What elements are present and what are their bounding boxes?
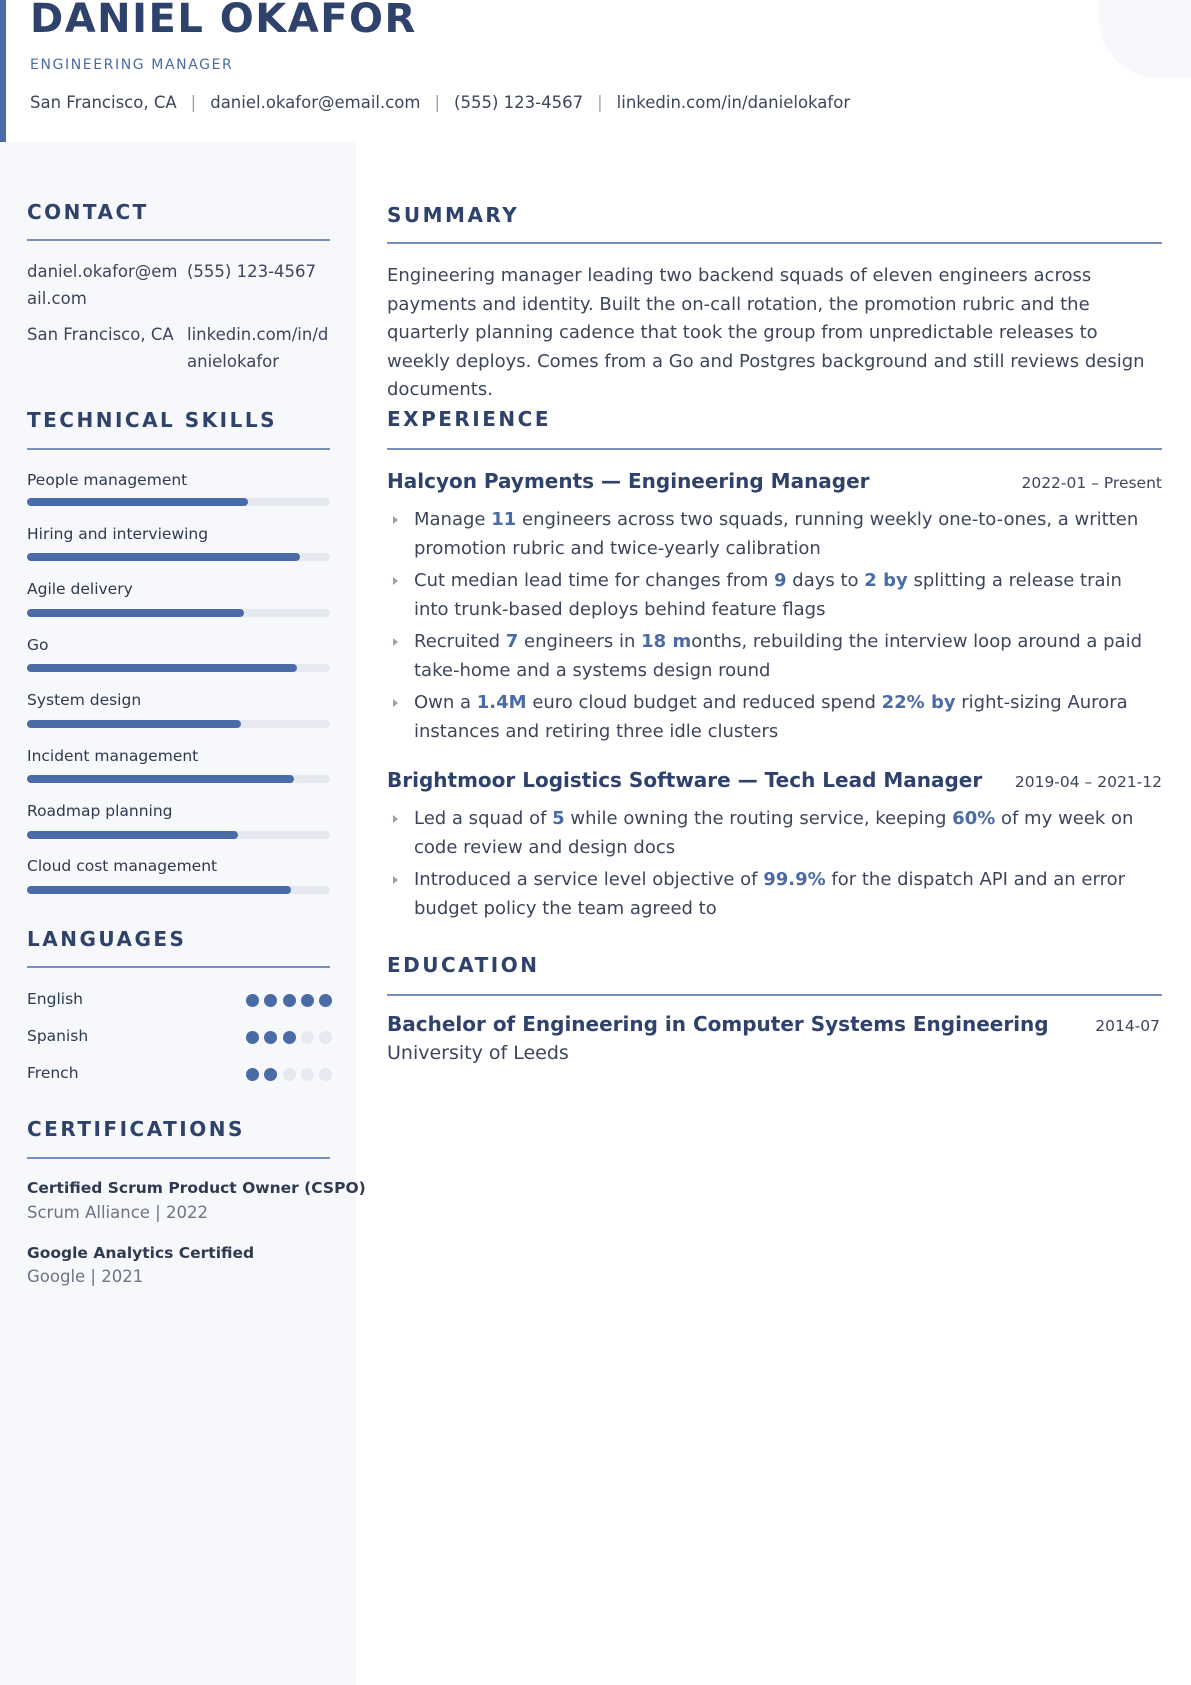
bullet-text: Manage [414,509,492,530]
skill-label: Hiring and interviewing [27,525,209,543]
certification-name: Google Analytics Certified [27,1244,255,1262]
experience-heading: EXPERIENCE [387,407,551,431]
contact-email-line: daniel.okafor@em [27,262,178,281]
job-bullet [387,866,1162,923]
level-dot [264,1068,277,1081]
skill-bar-fill [27,609,244,617]
skill-label: Go [27,636,49,654]
job-dates: 2019-04 – 2021-12 [1014,773,1162,791]
level-dot [301,1068,314,1081]
contact-linkedin-line: anielokafor [187,352,280,371]
level-dot [319,994,332,1007]
language-label: French [27,1064,79,1082]
candidate-name: DANIEL OKAFOR [30,0,417,42]
level-dot [246,994,259,1007]
level-dot [301,1031,314,1044]
level-dot [246,1031,259,1044]
skill-bar-fill [27,720,241,728]
language-level-dots [246,1031,332,1044]
bullet-arrow-icon [393,577,398,585]
header-phone[interactable]: (555) 123-4567 [454,93,584,112]
language-level-dots [246,1068,332,1081]
summary-rule [387,242,1162,244]
contact-linkedin[interactable] [187,321,337,375]
bullet-text: for the dispatch API and an error budget policy the team agreed to [414,869,1125,919]
bullet-arrow-icon [393,516,398,524]
skills-rule [27,448,330,450]
level-dot [301,994,314,1007]
skill-bar [27,498,330,506]
header-accent-bar [0,0,6,142]
skill-label: Agile delivery [27,580,133,598]
separator: | [190,93,197,112]
level-dot [283,1031,296,1044]
level-dot [283,994,296,1007]
level-dot [283,1068,296,1081]
bullet-text: Cut median lead time for changes from [414,570,775,591]
resume-header [0,0,1191,142]
certification-name: Certified Scrum Product Owner (CSPO) [27,1179,366,1197]
bullet-text: engineers in [518,631,642,652]
highlighted-metric: 5 [552,808,565,829]
certification-meta: Google | 2021 [27,1267,144,1286]
highlighted-metric: 1.4M [476,692,527,713]
separator: | [597,93,603,112]
contact-heading: CONTACT [27,200,149,224]
bullet-arrow-icon [393,876,398,884]
highlighted-metric: 99.9% [763,869,826,890]
contact-email-line: ail.com [27,289,87,308]
bullet-text: days to [786,570,865,591]
education-date: 2014-07 [1095,1017,1160,1035]
language-label: English [27,990,83,1008]
job-dates: 2022-01 – Present [1021,474,1162,492]
header-linkedin[interactable]: linkedin.com/in/danielokafor [616,93,851,112]
education-degree: Bachelor of Engineering in Computer Systems Engineering [387,1012,1049,1036]
skill-label: Incident management [27,747,199,765]
highlighted-metric: 2 by [864,570,908,591]
bullet-text: of my week on code review and design docs [414,808,1134,858]
education-rule [387,994,1162,996]
skill-bar [27,775,330,783]
skill-label: Cloud cost management [27,857,218,875]
bullet-text: onths, rebuilding the interview loop around a paid take-home and a systems design round [414,631,1143,681]
language-level-dots [246,994,332,1007]
job-bullet [387,805,1162,862]
bullet-text: Led a squad of [414,808,553,829]
skill-label: System design [27,691,142,709]
highlighted-metric: 60% [952,808,996,829]
skill-bar [27,664,330,672]
skill-bar-fill [27,498,248,506]
bullet-text: while owning the routing service, keeping [564,808,953,829]
job-role: Brightmoor Logistics Software — Tech Lead Manager [387,768,983,792]
job-header [387,768,1162,792]
skill-label: People management [27,471,188,489]
bullet-text: right-sizing Aurora instances and retiring three idle clusters [414,692,1128,742]
languages-rule [27,966,330,968]
corner-decoration [1099,0,1191,78]
job-bullet [387,628,1162,685]
education-heading: EDUCATION [387,953,540,977]
header-email[interactable]: daniel.okafor@email.com [210,93,421,112]
contact-linkedin-line: linkedin.com/in/d [187,325,329,344]
skill-bar [27,553,330,561]
certifications-rule [27,1157,330,1159]
job-bullet [387,567,1162,624]
job-bullet [387,506,1162,563]
skill-bar [27,720,330,728]
level-dot [319,1031,332,1044]
highlighted-metric: 22% by [881,692,956,713]
job-role: Halcyon Payments — Engineering Manager [387,469,870,493]
skill-bar-fill [27,775,294,783]
skill-label: Roadmap planning [27,802,173,820]
skill-bar-fill [27,831,238,839]
skill-bar [27,609,330,617]
header-contact-line [30,93,850,112]
language-label: Spanish [27,1027,89,1045]
contact-phone[interactable]: (555) 123-4567 [187,262,317,281]
highlighted-metric: 11 [491,509,517,530]
skill-bar-fill [27,886,291,894]
bullet-arrow-icon [393,699,398,707]
contact-rule [27,239,330,241]
candidate-title: ENGINEERING MANAGER [30,57,234,73]
education-school: University of Leeds [387,1042,569,1064]
experience-rule [387,448,1162,450]
level-dot [264,1031,277,1044]
job-header [387,469,1162,493]
bullet-text: splitting a release train into trunk-based deploys behind feature flags [414,570,1122,620]
level-dot [264,994,277,1007]
bullet-arrow-icon [393,815,398,823]
bullet-text: Introduced a service level objective of [414,869,764,890]
skill-bar [27,831,330,839]
level-dot [246,1068,259,1081]
certification-meta: Scrum Alliance | 2022 [27,1203,208,1222]
header-location: San Francisco, CA [30,93,177,112]
bullet-text: engineers across two squads, running weekly one-to-ones, a written promotion rubric and twice-yearly calibration [414,509,1139,559]
skills-heading: TECHNICAL SKILLS [27,408,277,432]
highlighted-metric: 7 [505,631,519,652]
bullet-text: Recruited [414,631,506,652]
highlighted-metric: 18 m [641,631,692,652]
bullet-arrow-icon [393,638,398,646]
languages-heading: LANGUAGES [27,927,187,951]
bullet-text: euro cloud budget and reduced spend [526,692,882,713]
job-bullet [387,689,1162,746]
skill-bar [27,886,330,894]
separator: | [434,93,441,112]
level-dot [319,1068,332,1081]
skill-bar-fill [27,664,297,672]
highlighted-metric: 9 [774,570,787,591]
summary-text: Engineering manager leading two backend squads of eleven engineers across payments and identity. Built the on-call rotation, the promotion rubric and the quarterly planning cadence that took the group from unpredictable releases to weekly deploys. Comes from a Go and Postgres background and still reviews design documents. [387,265,1145,401]
summary-heading: SUMMARY [387,203,520,227]
contact-location: San Francisco, CA [27,325,174,344]
contact-email[interactable] [27,258,177,312]
bullet-text: Own a [414,692,477,713]
certifications-heading: CERTIFICATIONS [27,1117,245,1141]
skill-bar-fill [27,553,300,561]
